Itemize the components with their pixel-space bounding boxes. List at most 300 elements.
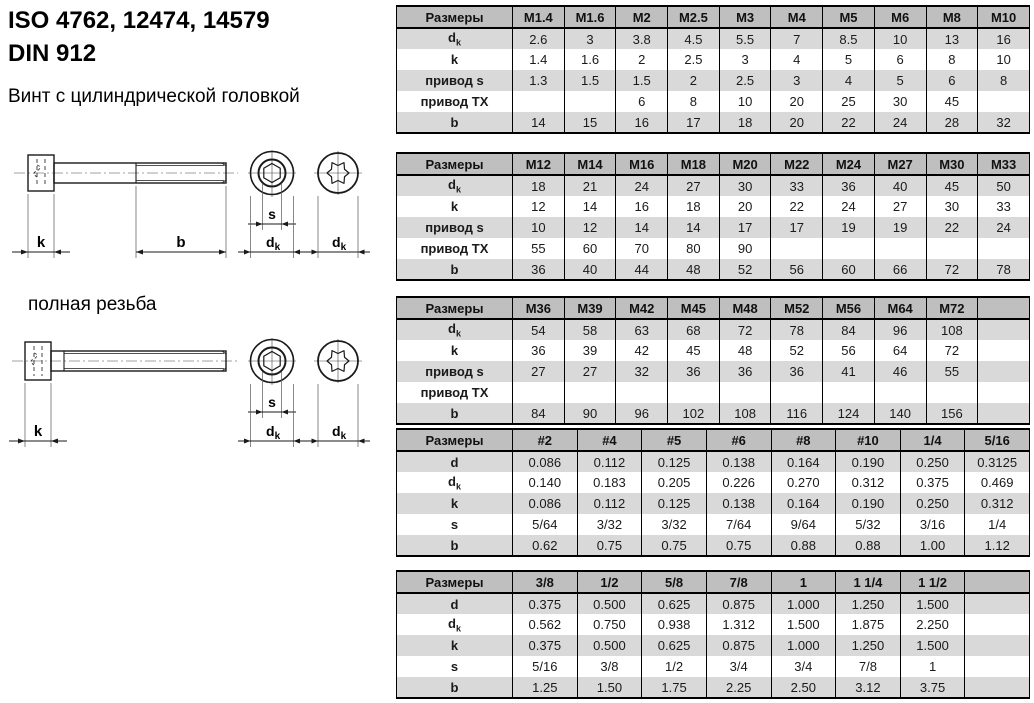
value-cell: 32 <box>616 361 668 382</box>
value-cell: 0.562 <box>513 614 578 635</box>
value-cell: 5 <box>823 49 875 70</box>
column-header: M14 <box>564 153 616 175</box>
row-label: k <box>397 493 513 514</box>
value-cell: 3.75 <box>900 677 965 698</box>
column-header: M22 <box>771 153 823 175</box>
screw-drawing-full-thread <box>0 330 392 475</box>
value-cell: 1.500 <box>900 593 965 614</box>
value-cell: 27 <box>513 361 565 382</box>
value-cell: 0.469 <box>965 472 1030 493</box>
dim-label-s: s <box>268 394 276 410</box>
value-cell: 3/32 <box>577 514 642 535</box>
value-cell: 8 <box>926 49 978 70</box>
value-cell: 16 <box>616 112 668 133</box>
row-label: s <box>450 659 459 674</box>
row-label: привод TX <box>420 94 489 109</box>
value-cell: 18 <box>668 196 720 217</box>
value-cell: 0.226 <box>706 472 771 493</box>
value-cell: 7 <box>771 28 823 49</box>
value-cell: 36 <box>668 361 720 382</box>
value-cell <box>513 382 565 403</box>
value-cell: 3.12 <box>836 677 901 698</box>
value-cell: 0.140 <box>513 472 578 493</box>
value-cell: 0.112 <box>577 451 642 472</box>
value-cell <box>874 382 926 403</box>
value-cell: 72 <box>926 259 978 280</box>
value-cell: 3/8 <box>577 656 642 677</box>
column-header: 1 1/2 <box>900 571 965 593</box>
value-cell: 24 <box>978 217 1030 238</box>
row-label: b <box>397 677 513 698</box>
value-cell: 2.5 <box>719 70 771 91</box>
value-cell: 0.312 <box>965 493 1030 514</box>
size-column-header: Размеры <box>397 297 513 319</box>
table-row <box>397 635 1030 656</box>
value-cell: 46 <box>874 361 926 382</box>
value-cell: 12 <box>513 196 565 217</box>
value-cell: 0.750 <box>577 614 642 635</box>
value-cell: 6 <box>926 70 978 91</box>
table-row <box>397 319 1030 340</box>
value-cell: 16 <box>978 28 1030 49</box>
value-cell <box>978 340 1030 361</box>
value-cell: 40 <box>874 175 926 196</box>
column-header: M18 <box>668 153 720 175</box>
value-cell: 36 <box>513 340 565 361</box>
value-cell: 4 <box>823 70 875 91</box>
value-cell: 10 <box>874 28 926 49</box>
value-cell: 30 <box>926 196 978 217</box>
column-header: M5 <box>823 6 875 28</box>
value-cell <box>771 382 823 403</box>
column-header: M10 <box>978 6 1030 28</box>
value-cell: 54 <box>513 319 565 340</box>
value-cell: 0.112 <box>577 493 642 514</box>
value-cell: 0.164 <box>771 493 836 514</box>
column-header: M16 <box>616 153 668 175</box>
value-cell: 19 <box>823 217 875 238</box>
table-row <box>397 403 1030 424</box>
column-header: M45 <box>668 297 720 319</box>
dim-label-dk: $d_k$ <box>332 234 347 253</box>
value-cell: 44 <box>616 259 668 280</box>
value-cell: 1.312 <box>706 614 771 635</box>
column-header: M2 <box>616 6 668 28</box>
column-header: 1/2 <box>577 571 642 593</box>
value-cell <box>978 91 1030 112</box>
value-cell: 7/64 <box>706 514 771 535</box>
value-cell: 78 <box>978 259 1030 280</box>
column-header: 1 <box>771 571 836 593</box>
dim-label-b: b <box>176 234 186 251</box>
value-cell: 84 <box>823 319 875 340</box>
row-label: привод s <box>397 70 513 91</box>
row-label: k <box>450 199 459 214</box>
value-cell <box>965 656 1030 677</box>
column-header: M20 <box>719 153 771 175</box>
value-cell: 1.500 <box>771 614 836 635</box>
row-label: k <box>450 52 459 67</box>
table-row <box>397 361 1030 382</box>
value-cell: 17 <box>719 217 771 238</box>
value-cell: 108 <box>719 403 771 424</box>
row-label: k <box>450 343 459 358</box>
header-row <box>397 297 1030 319</box>
value-cell: 0.75 <box>577 535 642 556</box>
value-cell: 116 <box>771 403 823 424</box>
value-cell: 2.25 <box>706 677 771 698</box>
column-header: #6 <box>706 429 771 451</box>
value-cell: 0.190 <box>836 493 901 514</box>
column-header: #5 <box>642 429 707 451</box>
value-cell: 52 <box>771 340 823 361</box>
column-header: M52 <box>771 297 823 319</box>
table-row <box>397 196 1030 217</box>
value-cell: 3 <box>771 70 823 91</box>
value-cell: 0.190 <box>836 451 901 472</box>
value-cell: 14 <box>668 217 720 238</box>
value-cell: 124 <box>823 403 875 424</box>
column-header <box>965 571 1030 593</box>
value-cell: 1.3 <box>513 70 565 91</box>
row-label: $d_k$ <box>397 175 513 196</box>
value-cell: 0.938 <box>642 614 707 635</box>
value-cell: 156 <box>926 403 978 424</box>
value-cell <box>978 382 1030 403</box>
row-label: b <box>397 535 513 556</box>
value-cell: 41 <box>823 361 875 382</box>
value-cell: 1.12 <box>965 535 1030 556</box>
dim-label-dk: $d_k$ <box>266 423 281 442</box>
row-label: d <box>397 593 513 614</box>
value-cell: 33 <box>978 196 1030 217</box>
page-title <box>8 4 270 70</box>
row-label: b <box>397 403 513 424</box>
value-cell: 1 <box>900 656 965 677</box>
value-cell: 22 <box>771 196 823 217</box>
value-cell: 42 <box>616 340 668 361</box>
value-cell: 63 <box>616 319 668 340</box>
row-label: s <box>450 517 459 532</box>
value-cell: 16 <box>616 196 668 217</box>
value-cell: 66 <box>874 259 926 280</box>
value-cell: 80 <box>668 238 720 259</box>
value-cell: 30 <box>719 175 771 196</box>
value-cell: 3/16 <box>900 514 965 535</box>
table-row <box>397 175 1030 196</box>
value-cell: 96 <box>616 403 668 424</box>
value-cell: 36 <box>771 361 823 382</box>
value-cell: 1.5 <box>616 70 668 91</box>
value-cell: 3/4 <box>706 656 771 677</box>
value-cell <box>771 238 823 259</box>
value-cell: 0.164 <box>771 451 836 472</box>
value-cell: 20 <box>719 196 771 217</box>
value-cell: 0.875 <box>706 635 771 656</box>
row-label: d <box>397 451 513 472</box>
page-subtitle: Винт с цилиндрической головкой <box>8 86 300 107</box>
column-header: M1.4 <box>513 6 565 28</box>
value-cell: 0.62 <box>513 535 578 556</box>
hex-socket-end-view <box>248 338 296 385</box>
value-cell: 1/4 <box>965 514 1030 535</box>
table-row <box>397 382 1030 403</box>
value-cell: 1.875 <box>836 614 901 635</box>
value-cell: 0.375 <box>513 593 578 614</box>
value-cell: 108 <box>926 319 978 340</box>
value-cell: 2 <box>616 49 668 70</box>
dimension-table-metric-m1.4-m10 <box>396 5 1030 134</box>
value-cell: 0.625 <box>642 635 707 656</box>
value-cell: 0.88 <box>771 535 836 556</box>
value-cell: 1.000 <box>771 593 836 614</box>
column-header: 1 1/4 <box>836 571 901 593</box>
table-row <box>397 472 1030 493</box>
value-cell: 48 <box>719 340 771 361</box>
table-row <box>397 593 1030 614</box>
value-cell: 36 <box>513 259 565 280</box>
value-cell: 102 <box>668 403 720 424</box>
value-cell: 56 <box>771 259 823 280</box>
dim-label-s: s <box>268 206 276 222</box>
torx-end-view <box>314 339 362 383</box>
value-cell: 1.6 <box>564 49 616 70</box>
table-row <box>397 340 1030 361</box>
value-cell <box>965 614 1030 635</box>
column-header: M72 <box>926 297 978 319</box>
value-cell: 45 <box>926 91 978 112</box>
value-cell: 64 <box>874 340 926 361</box>
column-header: 5/8 <box>642 571 707 593</box>
value-cell <box>823 382 875 403</box>
column-header: M56 <box>823 297 875 319</box>
value-cell: 5/32 <box>836 514 901 535</box>
value-cell: 0.250 <box>900 493 965 514</box>
value-cell: 18 <box>513 175 565 196</box>
value-cell: 14 <box>513 112 565 133</box>
value-cell: 0.75 <box>642 535 707 556</box>
value-cell: 1.50 <box>577 677 642 698</box>
torx-end-view <box>314 151 362 195</box>
row-label: k <box>397 635 513 656</box>
value-cell: 1.250 <box>836 635 901 656</box>
row-label: привод TX <box>420 241 489 256</box>
value-cell: 50 <box>978 175 1030 196</box>
value-cell: 0.138 <box>706 493 771 514</box>
value-cell <box>564 382 616 403</box>
column-header: #8 <box>771 429 836 451</box>
value-cell <box>874 238 926 259</box>
dimension-table-imperial-large <box>396 570 1030 699</box>
column-header: M64 <box>874 297 926 319</box>
standard-din-line: DIN 912 <box>8 40 97 67</box>
value-cell: 78 <box>771 319 823 340</box>
value-cell: 3/4 <box>771 656 836 677</box>
value-cell: 8 <box>668 91 720 112</box>
value-cell: 0.88 <box>836 535 901 556</box>
table-row <box>397 91 1030 112</box>
value-cell: 39 <box>564 340 616 361</box>
value-cell: 10 <box>978 49 1030 70</box>
table-row <box>397 217 1030 238</box>
full-thread-label: полная резьба <box>28 294 157 315</box>
value-cell: 7/8 <box>836 656 901 677</box>
dimension-table-metric-m36-m72 <box>396 296 1030 425</box>
dim-label-dk: $d_k$ <box>266 234 281 253</box>
row-label: b <box>397 112 513 133</box>
value-cell: 60 <box>823 259 875 280</box>
value-cell: 22 <box>823 112 875 133</box>
table-row <box>397 49 1030 70</box>
value-cell: 0.3125 <box>965 451 1030 472</box>
value-cell: 9/64 <box>771 514 836 535</box>
value-cell: 24 <box>823 196 875 217</box>
value-cell: 28 <box>926 112 978 133</box>
column-header: 3/8 <box>513 571 578 593</box>
value-cell: 0.75 <box>706 535 771 556</box>
value-cell: 27 <box>564 361 616 382</box>
value-cell <box>926 382 978 403</box>
value-cell <box>978 361 1030 382</box>
value-cell: 2.250 <box>900 614 965 635</box>
value-cell: 32 <box>978 112 1030 133</box>
size-column-header: Размеры <box>397 571 513 593</box>
value-cell: 4.5 <box>668 28 720 49</box>
value-cell: 30 <box>874 91 926 112</box>
row-label: $d_k$ <box>397 28 513 49</box>
value-cell <box>564 91 616 112</box>
dim-label-k: k <box>36 234 46 251</box>
value-cell: 1.75 <box>642 677 707 698</box>
column-header: M48 <box>719 297 771 319</box>
value-cell: 15 <box>564 112 616 133</box>
size-column-header: Размеры <box>397 429 513 451</box>
value-cell: 1.4 <box>513 49 565 70</box>
dimension-table-metric-m12-m33 <box>396 152 1030 281</box>
value-cell: 4 <box>771 49 823 70</box>
value-cell: 1.000 <box>771 635 836 656</box>
value-cell: 2.6 <box>513 28 565 49</box>
column-header: M3 <box>719 6 771 28</box>
value-cell: 17 <box>668 112 720 133</box>
value-cell: 1.250 <box>836 593 901 614</box>
column-header <box>978 297 1030 319</box>
value-cell: 19 <box>874 217 926 238</box>
value-cell: 21 <box>564 175 616 196</box>
value-cell: 1.00 <box>900 535 965 556</box>
column-header: M24 <box>823 153 875 175</box>
column-header: #10 <box>836 429 901 451</box>
value-cell: 0.875 <box>706 593 771 614</box>
column-header: M2.5 <box>668 6 720 28</box>
row-label: привод s <box>397 361 513 382</box>
value-cell <box>978 403 1030 424</box>
value-cell: 3/32 <box>642 514 707 535</box>
table-row <box>397 238 1030 259</box>
table-row <box>397 677 1030 698</box>
column-header: M42 <box>616 297 668 319</box>
value-cell: 0.086 <box>513 493 578 514</box>
value-cell: 0.125 <box>642 493 707 514</box>
value-cell: 72 <box>719 319 771 340</box>
value-cell: 6 <box>616 91 668 112</box>
value-cell: 0.086 <box>513 451 578 472</box>
value-cell: 84 <box>513 403 565 424</box>
value-cell: 14 <box>616 217 668 238</box>
value-cell: 0.250 <box>900 451 965 472</box>
column-header: M30 <box>926 153 978 175</box>
column-header: M6 <box>874 6 926 28</box>
column-header: M33 <box>978 153 1030 175</box>
column-header: M4 <box>771 6 823 28</box>
value-cell <box>719 382 771 403</box>
column-header: M8 <box>926 6 978 28</box>
value-cell <box>965 677 1030 698</box>
value-cell <box>616 382 668 403</box>
value-cell: 0.183 <box>577 472 642 493</box>
value-cell: 5/16 <box>513 656 578 677</box>
value-cell: 3 <box>719 49 771 70</box>
value-cell: 52 <box>719 259 771 280</box>
value-cell: 70 <box>616 238 668 259</box>
value-cell: 18 <box>719 112 771 133</box>
column-header: #2 <box>513 429 578 451</box>
column-header: M12 <box>513 153 565 175</box>
dimension-table-imperial-small <box>396 428 1030 557</box>
value-cell: 45 <box>668 340 720 361</box>
value-cell: 1.25 <box>513 677 578 698</box>
value-cell: 24 <box>874 112 926 133</box>
row-label: $d_k$ <box>448 615 461 634</box>
value-cell: 20 <box>771 112 823 133</box>
value-cell <box>965 635 1030 656</box>
value-cell: 140 <box>874 403 926 424</box>
table-row <box>397 493 1030 514</box>
standard-iso-line: ISO 4762, 12474, 14579 <box>8 7 270 34</box>
value-cell: 0.625 <box>642 593 707 614</box>
value-cell <box>823 238 875 259</box>
value-cell: 1.5 <box>564 70 616 91</box>
value-cell: 2 <box>668 70 720 91</box>
row-label: b <box>397 259 513 280</box>
value-cell: 2.5 <box>668 49 720 70</box>
size-column-header: Размеры <box>397 6 513 28</box>
column-header: M36 <box>513 297 565 319</box>
value-cell: 6 <box>874 49 926 70</box>
value-cell: 22 <box>926 217 978 238</box>
row-label: привод s <box>397 217 513 238</box>
value-cell: 0.205 <box>642 472 707 493</box>
value-cell: 10 <box>513 217 565 238</box>
value-cell: 33 <box>771 175 823 196</box>
row-label: $d_k$ <box>448 473 461 492</box>
row-label: $d_k$ <box>397 319 513 340</box>
value-cell: 27 <box>874 196 926 217</box>
header-row <box>397 153 1030 175</box>
table-row <box>397 514 1030 535</box>
value-cell: 40 <box>564 259 616 280</box>
table-row <box>397 656 1030 677</box>
value-cell: 3.8 <box>616 28 668 49</box>
value-cell: 0.500 <box>577 593 642 614</box>
table-row <box>397 535 1030 556</box>
column-header: M1.6 <box>564 6 616 28</box>
dim-label-k: k <box>33 423 43 440</box>
column-header: M39 <box>564 297 616 319</box>
row-label: привод TX <box>420 385 489 400</box>
value-cell: 1/2 <box>642 656 707 677</box>
hex-socket-end-view <box>248 150 296 197</box>
